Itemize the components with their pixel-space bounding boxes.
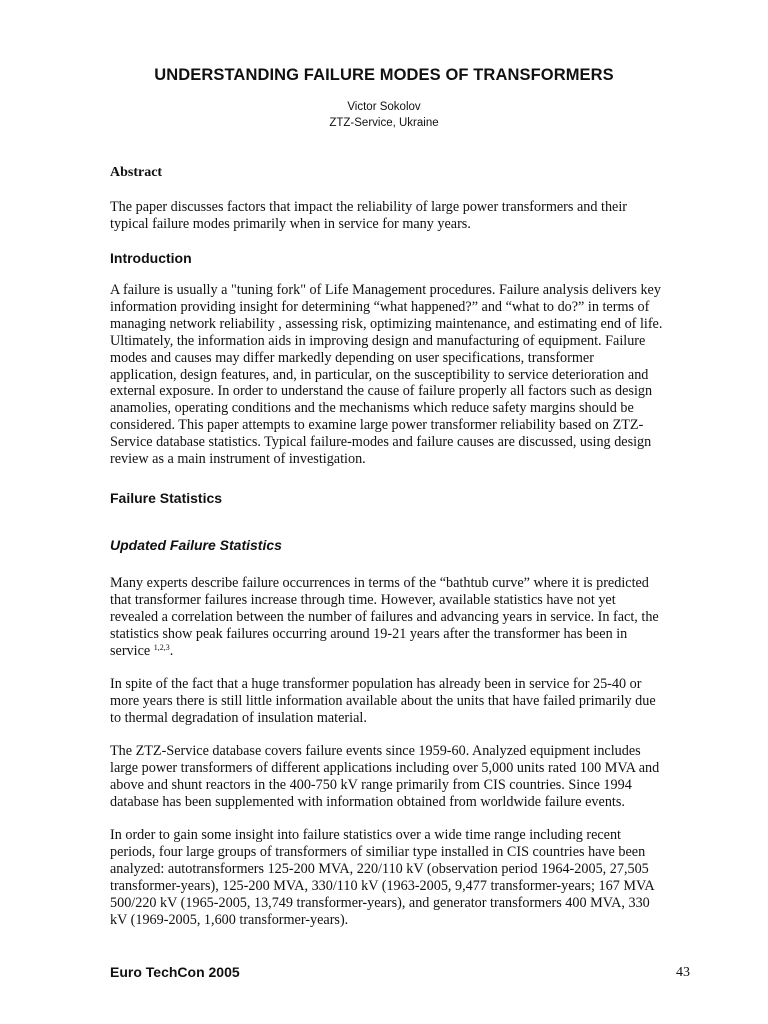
text-line: large power transformers of different applications including over 5,000 units rated 100 MVA and xyxy=(110,759,660,776)
text-line: considered. This paper attempts to examine large power transformer reliability based on ZTZ- xyxy=(110,417,644,434)
text-line: modes and causes may differ markedly depending on user specifications, transformer xyxy=(110,349,594,366)
text-line: anamolies, operating conditions and the mechanisms which reduce safety margins should be xyxy=(110,400,634,417)
text-line: transformer-years), 125-200 MVA, 330/110 kV (1963-2005, 9,477 transformer-years; 167 MVA xyxy=(110,877,655,894)
statistics-paragraph-3 xyxy=(110,743,720,811)
text-line: to thermal degradation of insulation material. xyxy=(110,709,367,726)
author-name: Victor Sokolov xyxy=(347,101,421,113)
text-line: managing network reliability , assessing risk, optimizing maintenance, and estimating end of life. xyxy=(110,315,663,332)
text-line: application, design features, and, in particular, on the susceptibility to service deterioration and xyxy=(110,366,649,383)
statistics-paragraph-1 xyxy=(110,575,720,660)
text-line: information providing insight for determining “what happened?” and “what to do?” in terms of xyxy=(110,298,650,315)
updated-failure-statistics-subheading: Updated Failure Statistics xyxy=(110,537,282,553)
text-line: analyzed: autotransformers 125-200 MVA, 220/110 kV (observation period 1964-2005, 27,505 xyxy=(110,860,649,877)
introduction-paragraph xyxy=(110,282,720,468)
text-line: A failure is usually a "tuning fork" of Life Management procedures. Failure analysis delivers key xyxy=(110,282,661,298)
footer-page-number: 43 xyxy=(676,965,690,980)
text-line: 500/220 kV (1965-2005, 13,749 transformer-years), and generator transformers 400 MVA, 330 xyxy=(110,894,650,911)
text-line: kV (1969-2005, 1,600 transformer-years). xyxy=(110,911,349,928)
text-line: Ultimately, the information aids in improving design and manufacturing of equipment. Failure xyxy=(110,332,646,349)
text-line: periods, four large groups of transformers of similiar type installed in CIS countries have been xyxy=(110,843,646,860)
text-fragment: . xyxy=(169,642,174,659)
text-line: database has been supplemented with information obtained from worldwide failure events. xyxy=(110,793,625,810)
statistics-paragraph-2 xyxy=(110,676,720,727)
text-line: statistics show peak failures occurring around 19-21 years after the transformer has been in xyxy=(110,625,628,642)
text-line: external exposure. In order to understand the cause of failure properly all factors such as design xyxy=(110,383,653,400)
text-line: review as a main instrument of investigation. xyxy=(110,451,366,468)
abstract-heading: Abstract xyxy=(110,165,163,180)
statistics-paragraph-4 xyxy=(110,827,720,928)
text-line: above and shunt reactors in the 400-750 kV range primarily from CIS countries. Since 1994 xyxy=(110,776,632,793)
abstract-paragraph xyxy=(110,199,720,233)
text-line: Many experts describe failure occurrences in terms of the “bathtub curve” where it is predicted xyxy=(110,575,649,591)
text-line-with-citation xyxy=(110,643,720,660)
text-fragment: service xyxy=(110,642,154,659)
failure-statistics-heading: Failure Statistics xyxy=(110,490,223,506)
citation-superscript: 1,2,3 xyxy=(153,642,170,652)
text-line: that transformer failures increase through time. However, available statistics have not yet xyxy=(110,591,616,608)
text-line: more years there is still little information available about the units that have failed primarily due xyxy=(110,692,656,709)
text-line: Service database statistics. Typical failure-modes and failure causes are discussed, using design xyxy=(110,434,652,451)
paper-title: UNDERSTANDING FAILURE MODES OF TRANSFORMERS xyxy=(154,66,614,84)
introduction-heading: Introduction xyxy=(110,250,192,266)
text-line: revealed a correlation between the number of failures and advancing years in service. In fact, the xyxy=(110,608,659,625)
footer-conference-name: Euro TechCon 2005 xyxy=(110,964,240,980)
author-affiliation: ZTZ-Service, Ukraine xyxy=(329,117,439,129)
text-line: The paper discusses factors that impact the reliability of large power transformers and their xyxy=(110,199,628,215)
text-line: typical failure modes primarily when in service for many years. xyxy=(110,215,471,232)
text-line: In order to gain some insight into failure statistics over a wide time range including recent xyxy=(110,827,621,843)
text-line: The ZTZ-Service database covers failure events since 1959-60. Analyzed equipment includes xyxy=(110,743,641,759)
text-line: In spite of the fact that a huge transformer population has already been in service for 25-40 or xyxy=(110,676,642,692)
